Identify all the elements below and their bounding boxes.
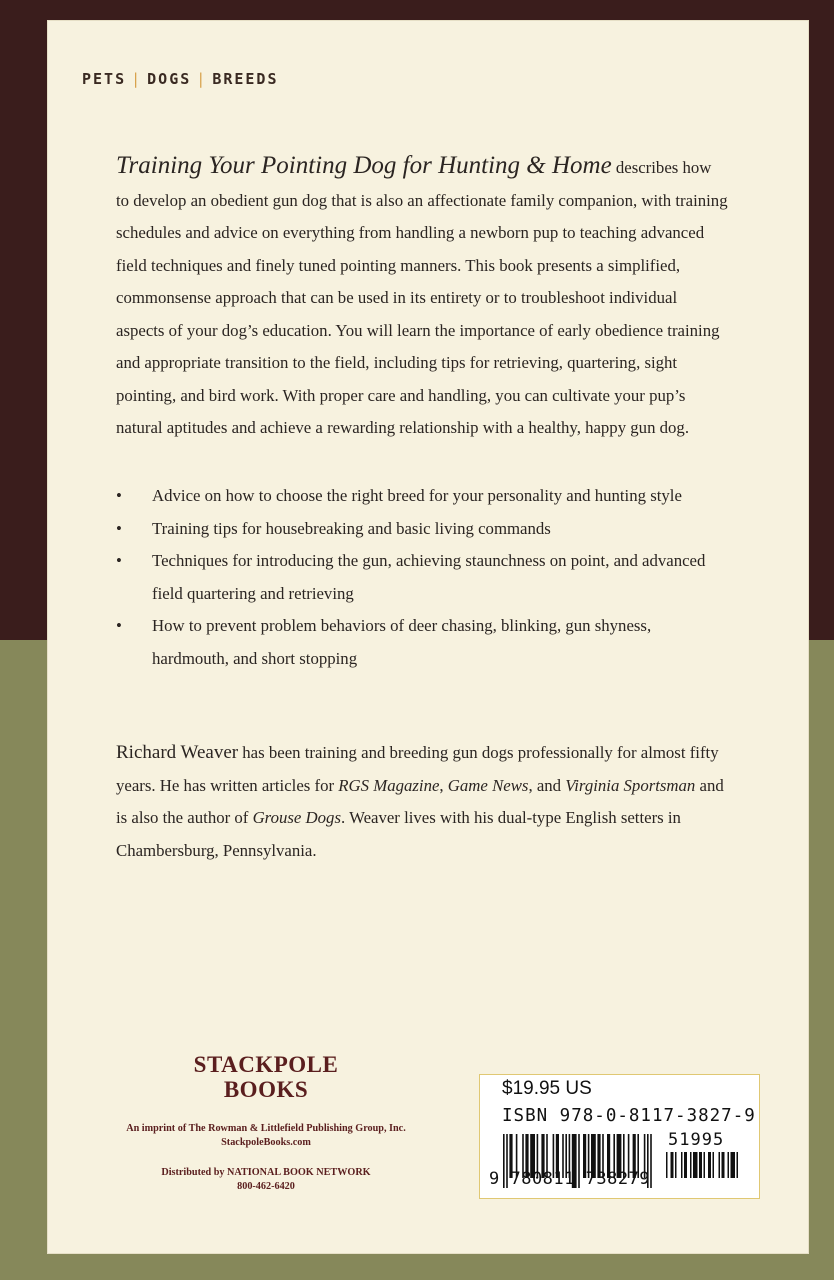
publisher-name-line2: BOOKS — [223, 1077, 309, 1102]
category-dogs: DOGS — [147, 70, 192, 88]
distributor-line: Distributed by NATIONAL BOOK NETWORK — [161, 1167, 371, 1178]
book-description — [116, 150, 728, 445]
other-book-title: Grouse Dogs — [252, 808, 341, 827]
feature-item: • Advice on how to choose the right breed for your personality and hunting style — [116, 480, 730, 513]
price-text: $19.95 US — [502, 1078, 592, 1099]
bullet-icon: • — [116, 486, 122, 505]
author-bio: Richard Weaver has been training and breeding gun dogs professionally for almost fifty years. He has written articles for RGS Magazine, Game News, and Virginia Sportsman and is also the author of Grouse Dogs. Weaver lives with his dual-type English setters in Chambersburg, Pennsylvania. — [116, 742, 724, 860]
category-breeds: BREEDS — [212, 70, 279, 88]
category-separator: | — [131, 70, 143, 88]
category-label — [82, 70, 279, 88]
category-separator: | — [196, 70, 208, 88]
publisher-name-line1: STACKPOLE — [193, 1052, 339, 1077]
distributor-phone: 800-462-6420 — [237, 1181, 295, 1192]
publication-title: Virginia Sportsman — [565, 775, 696, 795]
feature-item: • Training tips for housebreaking and basic living commands — [116, 513, 730, 546]
feature-item: • How to prevent problem behaviors of deer chasing, blinking, gun shyness, hardmouth, and short stopping — [116, 610, 730, 675]
bullet-icon: • — [116, 518, 122, 538]
book-title: Training Your Pointing Dog for Hunting & Home — [116, 152, 612, 179]
ean-digits: 9 780811 738279 — [489, 1169, 651, 1189]
publication-title: Game News — [447, 775, 529, 795]
isbn-text: ISBN 978-0-8117-3827-9 — [502, 1106, 756, 1126]
publisher-website: StackpoleBooks.com — [221, 1137, 311, 1148]
description-body: describes how to develop an obedient gun dog that is also an affectionate family companion, with training schedules and advice on everything from handling a newborn pup to teaching advanced field techniques and finely tuned pointing manners. This book presents a simplified, commonsense approach that can be used in its entirety or to troubleshoot individual aspects of your dog’s education. You will learn the importance of early obedience training and appropriate transition to the field, including tips for retrieving, quartering, sight pointing, and bird work. With proper care and handling, you can cultivate your pup’s natural aptitudes and achieve a rewarding relationship with a healthy, happy gun dog. — [116, 158, 728, 437]
bullet-icon: • — [116, 616, 122, 635]
bullet-icon: • — [116, 551, 122, 570]
price-code-digits: 51995 — [668, 1130, 725, 1150]
feature-item: • Techniques for introducing the gun, achieving staunchness on point, and advanced field quartering and retrieving — [116, 545, 730, 610]
category-pets: PETS — [82, 70, 127, 88]
imprint-line: An imprint of The Rowman & Littlefield Publishing Group, Inc. — [126, 1123, 406, 1134]
author-name: Richard Weaver — [116, 742, 239, 763]
price-barcode-icon — [666, 1152, 744, 1188]
feature-list — [116, 480, 730, 675]
publication-title: RGS Magazine — [338, 775, 440, 795]
publisher-block — [106, 1052, 426, 1194]
